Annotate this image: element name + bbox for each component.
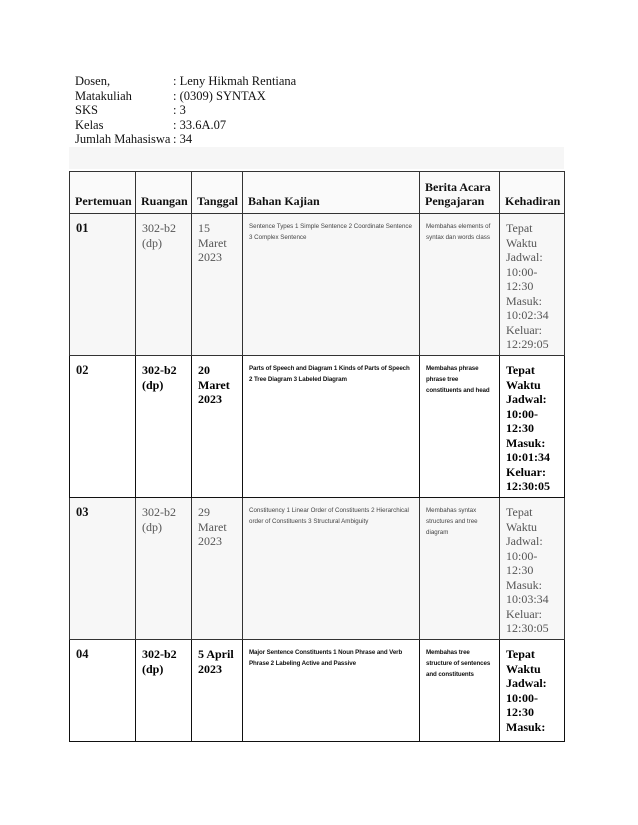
info-value: : (0309) SYNTAX — [173, 88, 266, 103]
info-row-matakuliah — [75, 89, 296, 104]
attendance-cell: Tepat Waktu Jadwal: 10:00- 12:30 Masuk: 10:02:34 Keluar: 12:29:05 — [500, 214, 565, 356]
teaching-report-cell: Membahas syntax structures and tree diagram — [420, 498, 500, 640]
room-cell: 302-b2 (dp) — [136, 214, 192, 356]
teaching-report-cell: Membahas elements of syntax dan words class — [420, 214, 500, 356]
info-value: : 3 — [173, 103, 186, 117]
room-cell: 302-b2 (dp) — [136, 640, 192, 742]
info-value: : Leny Hikmah Rentiana — [173, 74, 297, 88]
info-row-jumlah-mahasiswa — [75, 132, 296, 147]
table-row — [70, 640, 565, 742]
attendance-cell: Tepat Waktu Jadwal: 10:00- 12:30 Masuk: 10:03:34 Keluar: 12:30:05 — [500, 498, 565, 640]
table-row — [70, 356, 565, 498]
room-cell: 302-b2 (dp) — [136, 356, 192, 498]
info-label: Matakuliah — [75, 88, 132, 103]
column-header-kehadiran: Kehadiran — [500, 172, 565, 214]
teaching-report-cell: Membahas phrase phrase tree constituents and head — [420, 356, 500, 498]
info-label: Dosen, — [75, 74, 111, 88]
table-row — [70, 498, 565, 640]
meeting-number: 01 — [70, 214, 136, 356]
info-value: : 33.6A.07 — [173, 117, 227, 132]
meeting-number: 04 — [70, 640, 136, 742]
info-row-sks — [75, 103, 296, 118]
table-header-row — [70, 172, 565, 214]
study-material-cell: Sentence Types 1 Simple Sentence 2 Coordinate Sentence 3 Complex Sentence — [243, 214, 420, 356]
info-value: : 34 — [173, 132, 193, 146]
table-row — [70, 214, 565, 356]
attendance-table — [69, 171, 565, 742]
column-header-tanggal: Tanggal — [192, 172, 243, 214]
date-cell: 15 Maret 2023 — [192, 214, 243, 356]
column-header-berita-acara: Berita Acara Pengajaran — [420, 172, 500, 214]
attendance-cell: Tepat Waktu Jadwal: 10:00- 12:30 Masuk: — [500, 640, 565, 742]
column-header-ruangan: Ruangan — [136, 172, 192, 214]
date-cell: 5 April 2023 — [192, 640, 243, 742]
meeting-number: 03 — [70, 498, 136, 640]
study-material-cell: Parts of Speech and Diagram 1 Kinds of Parts of Speech 2 Tree Diagram 3 Labeled Diagram — [243, 356, 420, 498]
study-material-cell: Major Sentence Constituents 1 Noun Phrase and Verb Phrase 2 Labeling Active and Passive — [243, 640, 420, 742]
study-material-cell: Constituency 1 Linear Order of Constituents 2 Hierarchical order of Constituents 3 Structural Ambiguity — [243, 498, 420, 640]
column-header-pertemuan: Pertemuan — [70, 172, 136, 214]
info-label: SKS — [75, 103, 98, 117]
info-label: Jumlah Mahasiswa — [75, 132, 171, 146]
date-cell: 29 Maret 2023 — [192, 498, 243, 640]
info-label: Kelas — [75, 117, 104, 132]
info-row-dosen — [75, 74, 296, 89]
teaching-report-cell: Membahas tree structure of sentences and constituents — [420, 640, 500, 742]
info-row-kelas — [75, 118, 296, 133]
course-info — [75, 74, 296, 147]
room-cell: 302-b2 (dp) — [136, 498, 192, 640]
meeting-number: 02 — [70, 356, 136, 498]
attendance-cell: Tepat Waktu Jadwal: 10:00- 12:30 Masuk: 10:01:34 Keluar: 12:30:05 — [500, 356, 565, 498]
date-cell: 20 Maret 2023 — [192, 356, 243, 498]
column-header-bahan-kajian: Bahan Kajian — [243, 172, 420, 214]
header-spacer — [69, 147, 564, 169]
